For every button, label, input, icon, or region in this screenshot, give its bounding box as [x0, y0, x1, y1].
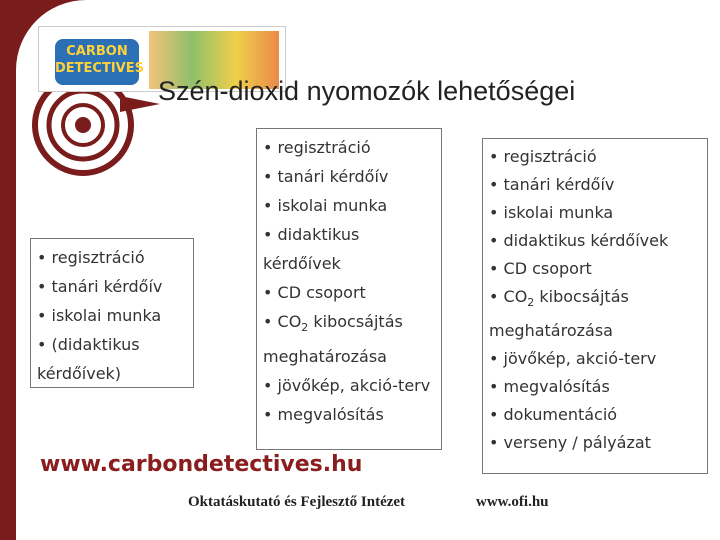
list-item: • megvalósítás — [263, 405, 384, 425]
list-item: • jövőkép, akció-terv — [263, 376, 431, 396]
list-item: • dokumentáció — [489, 405, 618, 425]
list-item: • tanári kérdőív — [263, 167, 389, 186]
footer-institute: Oktatáskutató és Fejlesztő Intézet — [188, 494, 406, 510]
list-item: • jövőkép, akció-terv — [489, 349, 657, 369]
list-item: • verseny / pályázat — [489, 433, 651, 453]
list-item: • CD csoport — [263, 283, 366, 302]
website-url: www.carbondetectives.hu — [40, 452, 363, 477]
list-item: • regisztráció — [489, 147, 597, 166]
list-item: • iskolai munka — [489, 203, 614, 222]
logo-text: CARBON DETECTIVES — [55, 39, 139, 85]
list-item: • megvalósítás — [489, 377, 610, 397]
list-item: • iskolai munka — [37, 306, 162, 325]
option-box-3 — [482, 138, 708, 474]
footer-url: www.ofi.hu — [476, 494, 549, 510]
list-item: • $CO_2$ kibocsájtás meghatározása — [489, 287, 629, 341]
page-title: Szén-dioxid nyomozók lehetőségei — [158, 76, 576, 106]
list-item: • tanári kérdőív — [37, 277, 163, 296]
list-item: • tanári kérdőív — [489, 175, 615, 194]
option-box-2 — [256, 128, 442, 450]
list-item: • didaktikus kérdőívek — [489, 231, 669, 250]
list-item: • regisztráció — [263, 138, 371, 157]
list-item: • didaktikus kérdőívek — [263, 225, 360, 273]
list-item: • CD csoport — [489, 259, 592, 278]
list-item: • (didaktikus kérdőívek) — [37, 335, 140, 383]
list-item: • $CO_2$ kibocsájtás meghatározása — [263, 312, 403, 367]
list-item: • iskolai munka — [263, 196, 388, 215]
arrow-icon — [120, 96, 160, 112]
list-item: • regisztráció — [37, 248, 145, 267]
option-box-1 — [30, 238, 194, 388]
